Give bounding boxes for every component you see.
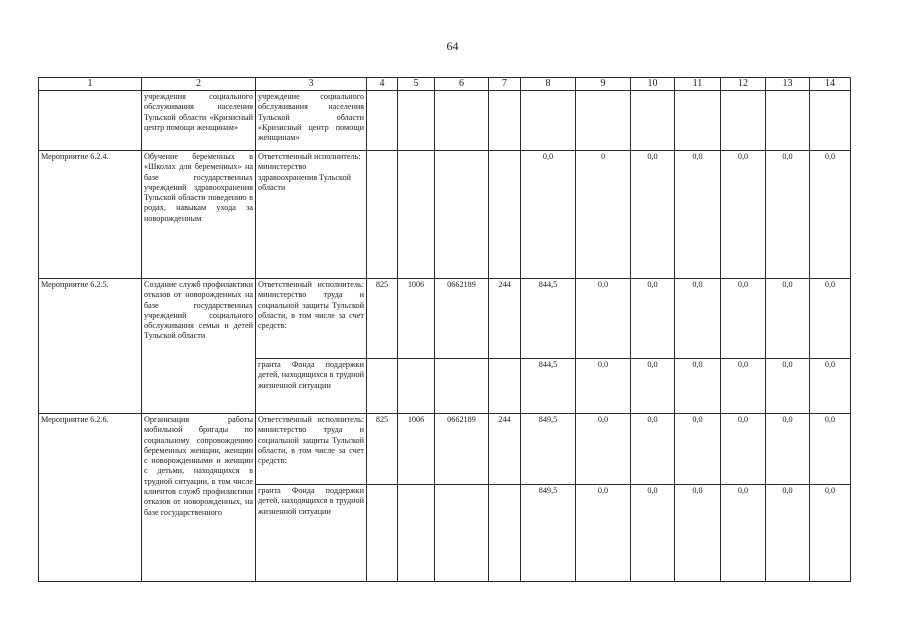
cell-value: 844,5 — [521, 279, 576, 359]
cell-value: 0,0 — [810, 414, 851, 485]
cell-empty — [631, 91, 675, 151]
cell-value: 0,0 — [721, 151, 766, 279]
cell-empty — [367, 151, 398, 279]
cell-empty — [435, 91, 489, 151]
cell-code-grbs: 825 — [367, 279, 398, 359]
cell-value: 0,0 — [675, 359, 721, 414]
cell-value: 0,0 — [810, 359, 851, 414]
cell-value: 0,0 — [721, 279, 766, 359]
cell-value: 0,0 — [675, 279, 721, 359]
cell-executor: Ответственный исполнитель: министерство труда и социальной защиты Тульской области, в том числе за счет средств: — [256, 279, 367, 359]
header-cell: 5 — [398, 78, 435, 91]
cell-code-type: 244 — [489, 279, 521, 359]
cell-executor: гранта Фонда поддержки детей, находящихся в трудной жизненной ситуации — [256, 485, 367, 582]
cell-code-section: 1006 — [398, 414, 435, 485]
header-cell: 2 — [142, 78, 256, 91]
header-cell: 9 — [576, 78, 631, 91]
cell-empty — [367, 359, 398, 414]
cell-executor: Ответственный исполнитель: министерство труда и социальной защиты Тульской области, в том числе за счет средств: — [256, 414, 367, 485]
cell-empty — [489, 91, 521, 151]
cell-value: 0,0 — [675, 485, 721, 582]
header-cell: 3 — [256, 78, 367, 91]
cell-measure-text: Создание служб профилактики отказов от новорожденных на базе государственных учреждений социального обслуживания семьи и детей Тульской области — [142, 279, 256, 414]
header-cell: 4 — [367, 78, 398, 91]
header-cell: 13 — [766, 78, 810, 91]
header-cell: 1 — [39, 78, 142, 91]
cell-value: 0,0 — [576, 485, 631, 582]
header-cell: 12 — [721, 78, 766, 91]
header-cell: 8 — [521, 78, 576, 91]
cell-empty — [435, 485, 489, 582]
cell-value: 0,0 — [576, 279, 631, 359]
measures-table — [38, 77, 851, 582]
cell-empty — [398, 91, 435, 151]
header-cell: 11 — [675, 78, 721, 91]
cell-executor: учреждение социального обслуживания населения Тульской области «Кризисный центр помощи женщинам» — [256, 91, 367, 151]
cell-measure-id: Мероприятие 6.2.6. — [39, 414, 142, 582]
cell-value: 849,5 — [521, 414, 576, 485]
cell-value: 849,5 — [521, 485, 576, 582]
cell-code-target: 0662189 — [435, 279, 489, 359]
cell-empty — [675, 91, 721, 151]
cell-value: 0,0 — [576, 414, 631, 485]
cell-value: 0,0 — [721, 485, 766, 582]
cell-value: 0,0 — [631, 414, 675, 485]
cell-code-type: 244 — [489, 414, 521, 485]
cell-empty — [576, 91, 631, 151]
header-cell: 6 — [435, 78, 489, 91]
cell-empty — [398, 359, 435, 414]
cell-empty — [489, 359, 521, 414]
cell-value: 0,0 — [675, 414, 721, 485]
cell-value: 0,0 — [810, 151, 851, 279]
header-cell: 7 — [489, 78, 521, 91]
cell-value: 0,0 — [766, 359, 810, 414]
cell-value: 0,0 — [631, 485, 675, 582]
cell-measure-text: Обучение беременных в «Школах для беременных» на базе государственных учреждений здравоохранения Тульской области поведению в родах, навыкам ухода за новорожденным — [142, 151, 256, 279]
cell-value: 0,0 — [766, 414, 810, 485]
cell-value: 0,0 — [721, 414, 766, 485]
cell-value: 0,0 — [631, 151, 675, 279]
cell-measure-text: учреждения социального обслуживания населения Тульской области «Кризисный центр помощи женщинам» — [142, 91, 256, 151]
cell-code-target: 0662189 — [435, 414, 489, 485]
cell-empty — [398, 485, 435, 582]
cell-measure-id: Мероприятие 6.2.5. — [39, 279, 142, 414]
cell-empty — [367, 485, 398, 582]
cell-code-section: 1006 — [398, 279, 435, 359]
cell-empty — [766, 91, 810, 151]
page-number: 64 — [446, 39, 459, 53]
cell-empty — [435, 359, 489, 414]
cell-value: 0,0 — [576, 359, 631, 414]
cell-empty — [398, 151, 435, 279]
cell-value: 844,5 — [521, 359, 576, 414]
cell-empty — [367, 91, 398, 151]
cell-empty — [39, 91, 142, 151]
cell-value: 0,0 — [675, 151, 721, 279]
cell-value: 0,0 — [631, 279, 675, 359]
header-cell: 14 — [810, 78, 851, 91]
cell-code-grbs: 825 — [367, 414, 398, 485]
cell-value: 0 — [576, 151, 631, 279]
cell-empty — [435, 151, 489, 279]
table-row-measure-6-2-4 — [39, 151, 851, 279]
cell-empty — [521, 91, 576, 151]
table-row-measure-6-2-5 — [39, 279, 851, 359]
header-cell: 10 — [631, 78, 675, 91]
cell-empty — [810, 91, 851, 151]
cell-value: 0,0 — [631, 359, 675, 414]
cell-value: 0,0 — [766, 279, 810, 359]
cell-executor: Ответственный исполнитель: министерство здравоохранения Тульской области — [256, 151, 367, 279]
cell-value: 0,0 — [810, 279, 851, 359]
cell-value: 0,0 — [766, 485, 810, 582]
cell-empty — [721, 91, 766, 151]
table-row-continuation — [39, 91, 851, 151]
cell-value: 0,0 — [810, 485, 851, 582]
cell-measure-text: Организация работы мобильной бригады по социальному сопровождению беременных женщин, женщин с новорожденными и женщин с детьми, находящихся в трудной ситуации, в том числе клиентов служб профилактики отказов от новорожденных, на базе государственного — [142, 414, 256, 582]
cell-measure-id: Мероприятие 6.2.4. — [39, 151, 142, 279]
cell-value: 0,0 — [721, 359, 766, 414]
table-row-measure-6-2-6 — [39, 414, 851, 485]
cell-executor: гранта Фонда поддержки детей, находящихся в трудной жизненной ситуации — [256, 359, 367, 414]
header-row — [39, 78, 851, 91]
cell-empty — [489, 151, 521, 279]
cell-value: 0,0 — [521, 151, 576, 279]
cell-empty — [489, 485, 521, 582]
cell-value: 0,0 — [766, 151, 810, 279]
